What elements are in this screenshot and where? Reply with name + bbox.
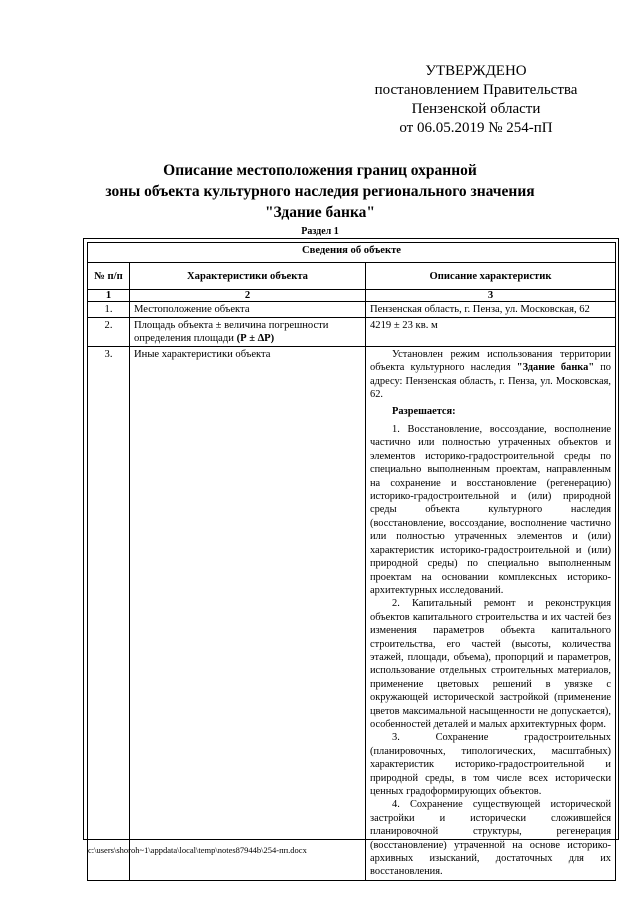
object-name: "Здание банка"	[516, 362, 595, 374]
permitted-item: 2. Капитальный ремонт и реконструкция объектов капитального строительства и их частей без изменения параметров объекта капитального строительства, его частей (высоты, количества этажей, площади, объема), пропорций и параметров, использование отдельных строительных материалов, применение цветовых решений в увязке с окружающей исторической застройкой (применение цветов максимальной насыщенности не допускается), особенностей деталей и малых архитектурных форм.	[370, 598, 611, 730]
row-number: 1.	[88, 302, 130, 318]
row-number: 3.	[88, 347, 130, 881]
table-row	[88, 318, 616, 347]
permitted-item: 1. Восстановление, воссоздание, восполнение частично или полностью утраченных объектов и элементов историко-градостроительной среды по специально выполненным проектам, направленным на сохранение и восстановление (регенерацию) историко-градостроительной и (или) природной среды объекта культурного наследия (восстановление, воссоздание, восполнение частично или полностью утраченных элементов и (или) характеристик историко-градостроительной и (или) природной среды) по специально выполненным проектам на основании комплексных историко-архитектурных исследований.	[370, 424, 611, 596]
object-info-table	[87, 242, 616, 881]
row-characteristic: Местоположение объекта	[130, 302, 366, 318]
column-number: 1	[88, 290, 130, 302]
row-characteristic	[130, 318, 366, 347]
column-number: 2	[130, 290, 366, 302]
row-description	[366, 347, 616, 881]
permitted-item: 3. Сохранение градостроительных (планировочных, типологических, масштабных) характеристик историко-градостроительной и природной среды, в том числе всех исторически ценных градоформирующих объектов.	[370, 732, 611, 797]
permitted-heading: Разрешается:	[392, 405, 456, 417]
characteristic-text: Площадь объекта ± величина погрешности определения площади	[134, 320, 329, 344]
row-description: Пензенская область, г. Пенза, ул. Московская, 62	[366, 302, 616, 318]
permitted-item: 4. Сохранение существующей исторической застройки и исторически сложившейся планировочной структуры, регенерация (восстановление) утраченной на основе историко-архивных изысканий, достаточных для их восстановления.	[370, 799, 611, 878]
document-title	[90, 160, 550, 223]
title-line: Описание местоположения границ охранной	[163, 162, 477, 179]
row-characteristic: Иные характеристики объекта	[130, 347, 366, 881]
characteristic-formula: (Р ± ∆Р)	[236, 333, 275, 344]
approval-line: Пензенской области	[411, 101, 541, 117]
title-line: зоны объекта культурного наследия регионального значения	[105, 183, 535, 200]
approval-heading: УТВЕРЖДЕНО	[425, 63, 527, 79]
title-line: "Здание банка"	[264, 204, 376, 221]
row-description: 4219 ± 23 кв. м	[366, 318, 616, 347]
table-row	[88, 302, 616, 318]
file-path-footer: c:\users\shoroh~1\appdata\local\temp\notes87944b\254-пп.docx	[88, 845, 307, 855]
header-num: № п/п	[88, 263, 130, 290]
approval-date: от 06.05.2019 № 254-пП	[399, 120, 553, 136]
approval-stamp	[360, 62, 592, 138]
section-heading: Раздел 1	[301, 226, 339, 237]
table-row	[88, 347, 616, 881]
approval-line: постановлением Правительства	[374, 82, 578, 98]
row-number: 2.	[88, 318, 130, 347]
column-number: 3	[366, 290, 616, 302]
table-caption: Сведения об объекте	[88, 243, 616, 263]
header-characteristics: Характеристики объекта	[130, 263, 366, 290]
regime-intro: Установлен режим использования территории объекта культурного наследия "Здание банка" по адресу: Пензенская область, г. Пенза, ул. Московская, 62.	[370, 349, 611, 401]
header-description: Описание характеристик	[366, 263, 616, 290]
